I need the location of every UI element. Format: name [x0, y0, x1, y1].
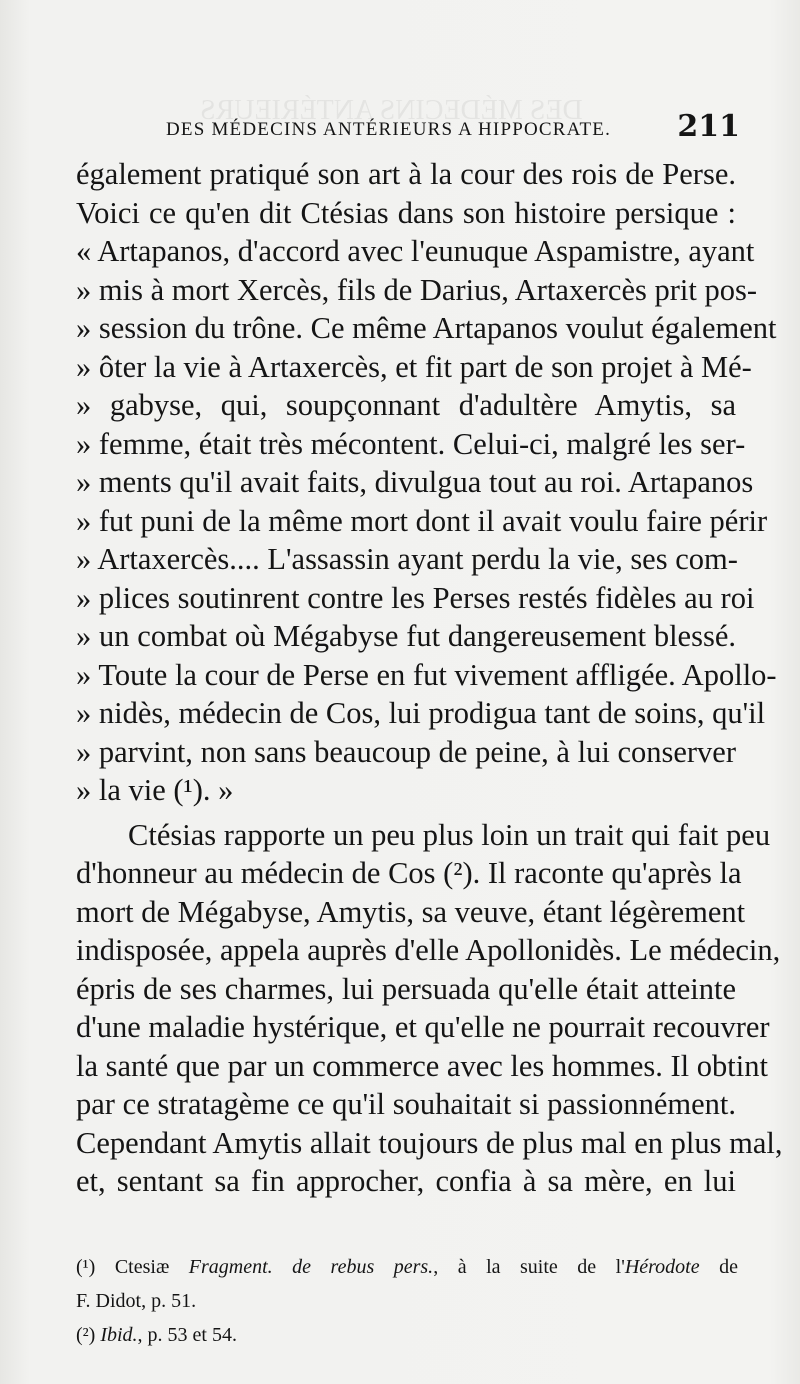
text-line: Cependant Amytis allait toujours de plus mal en plus mal, — [76, 1125, 783, 1160]
text-line: » plices soutinrent contre les Perses restés fidèles au roi — [76, 580, 755, 615]
text-line: » ments qu'il avait faits, divulgua tout au roi. Artapanos — [76, 465, 754, 499]
footnote-author: Ctesiæ — [114, 1256, 170, 1278]
text-line: Voici ce qu'en dit Ctésias dans son histoire persique : — [76, 195, 736, 230]
footnote-ibid: Ibid. — [100, 1324, 138, 1346]
text-line: indisposée, appela auprès d'elle Apollonidès. Le médecin, — [76, 933, 781, 967]
footnotes — [76, 1250, 738, 1352]
text-line: » femme, était très mécontent. Celui-ci, malgré les ser- — [76, 426, 746, 461]
footnote-text: , à la suite de l' — [433, 1256, 625, 1278]
footnote-text: de — [719, 1256, 738, 1278]
text-line: » un combat où Mégabyse fut dangereusement blessé. — [76, 619, 736, 653]
text-line: » fut puni de la même mort dont il avait voulu faire périr — [76, 503, 768, 538]
text-line: « Artapanos, d'accord avec l'eunuque Aspamistre, ayant — [76, 234, 755, 268]
text-line: par ce stratagème ce qu'il souhaitait si passionnément. — [76, 1087, 736, 1121]
text-line: d'honneur au médecin de Cos (²). Il raconte qu'après la — [76, 856, 742, 890]
text-line: » mis à mort Xercès, fils de Darius, Artaxercès prit pos- — [76, 272, 757, 307]
text-line: » Artaxercès.... L'assassin ayant perdu la vie, ses com- — [76, 542, 738, 576]
footnote-1-continued: F. Didot, p. 51. — [76, 1290, 197, 1312]
text-line: mort de Mégabyse, Amytis, sa veuve, étant légèrement — [76, 894, 746, 929]
running-title: DES MÉDECINS ANTÉRIEURS A HIPPOCRATE. — [166, 119, 612, 140]
bleed-through-text: DES MÉDECINS ANTÉRIEURS — [200, 95, 583, 126]
page-header — [160, 109, 740, 153]
text-line: épris de ses charmes, lui persuada qu'elle était atteinte — [76, 971, 736, 1006]
footnote-marker: (²) — [76, 1324, 96, 1346]
footnote-marker: (¹) — [76, 1256, 96, 1278]
text-line: » gabyse, qui, soupçonnant d'adultère Amytis, sa — [76, 388, 736, 422]
footnote-text: , p. 53 et 54. — [137, 1324, 237, 1346]
text-line: » session du trône. Ce même Artapanos voulut également — [76, 311, 777, 345]
footnote-1 — [76, 1250, 738, 1284]
text-line: d'une maladie hystérique, et qu'elle ne pourrait recouvrer — [76, 1010, 770, 1044]
footnote-work: Hérodote — [624, 1256, 700, 1278]
text-line: » la vie (¹). » — [76, 773, 234, 807]
text-line: » Toute la cour de Perse en fut vivement affligée. Apollo- — [76, 657, 777, 692]
text-line: également pratiqué son art à la cour des rois de Perse. — [76, 157, 736, 191]
text-line: la santé que par un commerce avec les hommes. Il obtint — [76, 1048, 768, 1083]
text-line: Ctésias rapporte un peu plus loin un trait qui fait peu — [128, 817, 771, 852]
footnote-2 — [76, 1318, 738, 1352]
text-line: et, sentant sa fin approcher, confia à sa mère, en lui — [76, 1164, 736, 1198]
body-text — [76, 155, 783, 1201]
text-line: » ôter la vie à Artaxercès, et fit part de son projet à Mé- — [76, 349, 752, 384]
footnote-title: Fragment. de rebus pers. — [188, 1256, 434, 1278]
page-number: 211 — [677, 109, 740, 144]
text-line: » parvint, non sans beaucoup de peine, à lui conserver — [76, 734, 736, 769]
text-line: » nidès, médecin de Cos, lui prodigua tant de soins, qu'il — [76, 696, 766, 730]
